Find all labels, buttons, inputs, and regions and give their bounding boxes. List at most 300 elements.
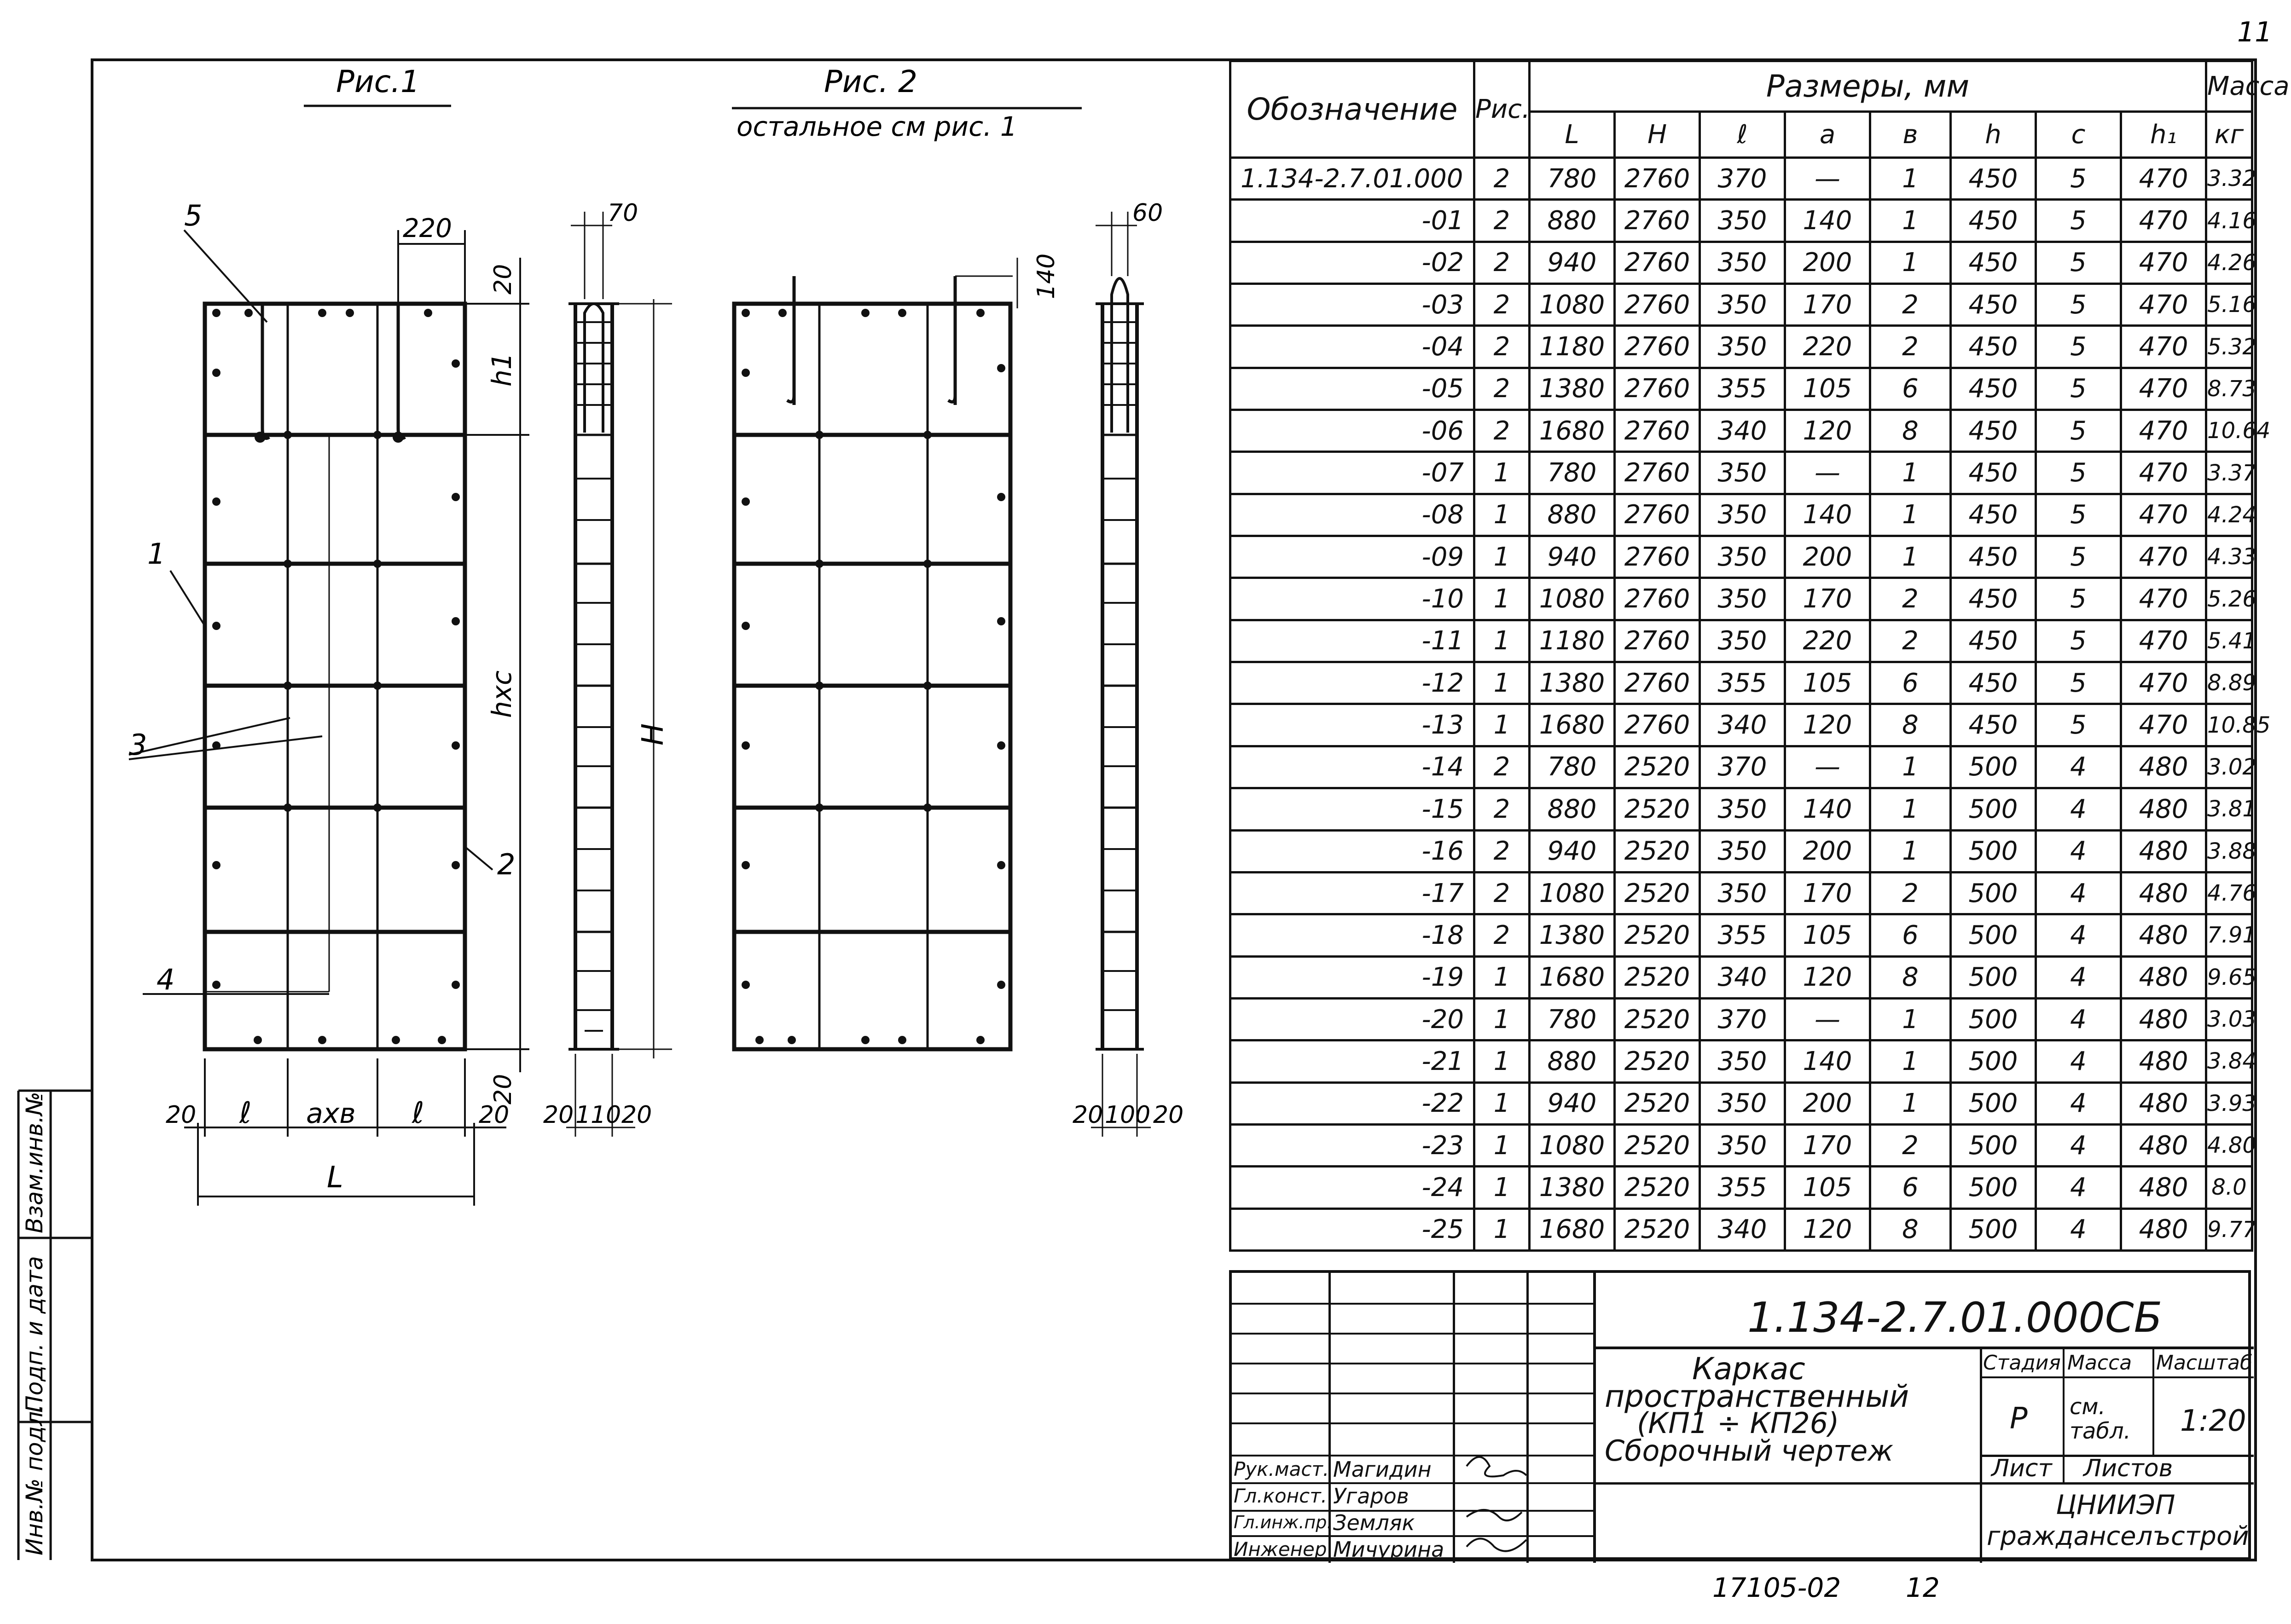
table-row (1230, 788, 2252, 830)
row-cell: 1180 (1530, 326, 1615, 368)
row-cell: 3.03 (2206, 998, 2252, 1040)
row-designation: -04 (1230, 326, 1474, 368)
row-cell: 1 (1870, 998, 1951, 1040)
row-designation: -20 (1230, 998, 1474, 1040)
row-cell: 4.80 (2206, 1124, 2252, 1166)
dim-hxc: hxc (486, 670, 517, 718)
row-cell: 1 (1474, 1208, 1530, 1250)
row-cell: 9.77 (2206, 1208, 2252, 1250)
row-cell: 470 (2121, 536, 2206, 578)
fig2-frame (734, 258, 1017, 1049)
table-row (1230, 158, 2252, 200)
row-cell: 105 (1785, 368, 1870, 410)
row-designation: -22 (1230, 1082, 1474, 1124)
callout-4: 4 (157, 963, 175, 996)
row-cell: 450 (1951, 284, 2036, 326)
row-cell: 2760 (1615, 494, 1700, 536)
row-cell: 1 (1474, 956, 1530, 998)
row-cell: 480 (2121, 1082, 2206, 1124)
callout-3: 3 (129, 728, 147, 762)
row-cell: 140 (1785, 788, 1870, 830)
row-cell: 500 (1951, 914, 2036, 956)
row-cell: 480 (2121, 956, 2206, 998)
row-cell: 2520 (1615, 746, 1700, 788)
row-cell: 105 (1785, 914, 1870, 956)
sheets-label: Листов (2083, 1455, 2173, 1482)
dim-side1-c: 20 (621, 1101, 652, 1129)
row-cell: 350 (1700, 1082, 1785, 1124)
row-designation: -08 (1230, 494, 1474, 536)
row-cell: 2760 (1615, 410, 1700, 452)
row-cell: 1680 (1530, 956, 1615, 998)
row-cell: 2760 (1615, 368, 1700, 410)
side-view-2 (1091, 212, 1151, 1137)
row-cell: 350 (1700, 830, 1785, 872)
table-row (1230, 704, 2252, 746)
row-cell: 5 (2036, 326, 2121, 368)
row-cell: 1 (1474, 494, 1530, 536)
side-view-1 (566, 212, 672, 1137)
row-cell: 2760 (1615, 326, 1700, 368)
row-cell: 450 (1951, 662, 2036, 704)
fig1-frame (205, 304, 465, 1049)
row-designation: -24 (1230, 1167, 1474, 1208)
row-designation: -01 (1230, 200, 1474, 242)
row-cell: 350 (1700, 452, 1785, 494)
row-cell: — (1785, 452, 1870, 494)
row-cell: 2 (1474, 410, 1530, 452)
dim-20-right: 20 (479, 1101, 510, 1129)
row-cell: 450 (1951, 536, 2036, 578)
fig2-note: остальное см рис. 1 (737, 111, 1017, 142)
row-cell: 2760 (1615, 704, 1700, 746)
row-designation: 1.134-2.7.01.000 (1230, 158, 1474, 200)
row-cell: 6 (1870, 662, 1951, 704)
dim-140: 140 (1032, 253, 1060, 299)
dim-60: 60 (1132, 199, 1163, 227)
row-cell: 2520 (1615, 1082, 1700, 1124)
row-designation: -13 (1230, 704, 1474, 746)
row-cell: 370 (1700, 746, 1785, 788)
table-row (1230, 1040, 2252, 1082)
table-row (1230, 1208, 2252, 1250)
dim-20-bottom: 20 (489, 1074, 517, 1104)
row-cell: 220 (1785, 326, 1870, 368)
row-cell: 1 (1474, 704, 1530, 746)
col-designation: Обозначение (1230, 61, 1474, 158)
scale-value: 1:20 (2180, 1404, 2246, 1438)
row-cell: 1 (1474, 620, 1530, 662)
table-row (1230, 536, 2252, 578)
row-cell: 470 (2121, 662, 2206, 704)
row-cell: 4.76 (2206, 872, 2252, 914)
row-cell: 120 (1785, 704, 1870, 746)
org-line-2: гражданселъстрой (1987, 1521, 2249, 1551)
row-cell: 2 (1474, 284, 1530, 326)
row-cell: 4 (2036, 746, 2121, 788)
col-sizes: Размеры, мм (1530, 61, 2206, 112)
row-cell: 1380 (1530, 914, 1615, 956)
scale-label: Масштаб (2156, 1351, 2253, 1375)
row-cell: 500 (1951, 1124, 2036, 1166)
table-row (1230, 1082, 2252, 1124)
row-cell: 350 (1700, 242, 1785, 283)
dim-side2-c: 20 (1153, 1101, 1184, 1129)
row-cell: 2760 (1615, 200, 1700, 242)
dim-h1: h1 (486, 353, 517, 387)
fig2-title: Рис. 2 (824, 64, 917, 99)
row-cell: 350 (1700, 788, 1785, 830)
row-cell: 480 (2121, 788, 2206, 830)
row-cell: 105 (1785, 662, 1870, 704)
table-row (1230, 998, 2252, 1040)
row-cell: 5 (2036, 578, 2121, 620)
row-cell: 1 (1474, 1082, 1530, 1124)
row-cell: 5 (2036, 620, 2121, 662)
row-cell: 480 (2121, 1124, 2206, 1166)
row-cell: 1 (1474, 998, 1530, 1040)
row-cell: 200 (1785, 536, 1870, 578)
staff-role-2: Гл.конст. (1234, 1485, 1328, 1507)
row-cell: 470 (2121, 704, 2206, 746)
row-cell: 2760 (1615, 158, 1700, 200)
title-line-4: Сборочный чертеж (1605, 1434, 1894, 1468)
signatures (1457, 1448, 1531, 1563)
row-cell: 2760 (1615, 662, 1700, 704)
row-designation: -18 (1230, 914, 1474, 956)
row-cell: 1 (1474, 536, 1530, 578)
staff-name-4: Мичурина (1333, 1537, 1444, 1562)
title-line-1: Каркас (1692, 1351, 1805, 1387)
row-cell: 5 (2036, 242, 2121, 283)
row-cell: 470 (2121, 620, 2206, 662)
row-cell: 2520 (1615, 998, 1700, 1040)
row-cell: 3.02 (2206, 746, 2252, 788)
row-cell: 3.32 (2206, 158, 2252, 200)
row-cell: 500 (1951, 956, 2036, 998)
row-cell: 2760 (1615, 536, 1700, 578)
row-cell: 450 (1951, 368, 2036, 410)
row-cell: 220 (1785, 620, 1870, 662)
row-cell: 5 (2036, 494, 2121, 536)
row-cell: 200 (1785, 830, 1870, 872)
row-cell: 2 (1870, 1124, 1951, 1166)
dim-20-top: 20 (489, 264, 517, 295)
table-row (1230, 200, 2252, 242)
row-cell: 350 (1700, 326, 1785, 368)
row-cell: 500 (1951, 1208, 2036, 1250)
table-row (1230, 662, 2252, 704)
staff-role-3: Гл.инж.пр. (1234, 1512, 1333, 1532)
row-cell: 2520 (1615, 872, 1700, 914)
row-cell: 470 (2121, 284, 2206, 326)
callout-1: 1 (147, 537, 166, 571)
row-cell: 10.64 (2206, 410, 2252, 452)
row-cell: 500 (1951, 1040, 2036, 1082)
row-designation: -06 (1230, 410, 1474, 452)
row-cell: 340 (1700, 956, 1785, 998)
row-cell: 450 (1951, 242, 2036, 283)
dim-220: 220 (403, 214, 452, 243)
row-cell: 350 (1700, 872, 1785, 914)
row-cell: 500 (1951, 1082, 2036, 1124)
row-cell: 3.88 (2206, 830, 2252, 872)
row-cell: 480 (2121, 1040, 2206, 1082)
row-cell: 7.91 (2206, 914, 2252, 956)
row-cell: 780 (1530, 746, 1615, 788)
table-row (1230, 410, 2252, 452)
row-cell: 5 (2036, 704, 2121, 746)
row-cell: 480 (2121, 746, 2206, 788)
row-cell: 4 (2036, 956, 2121, 998)
row-cell: 4 (2036, 914, 2121, 956)
row-cell: 1680 (1530, 1208, 1615, 1250)
footer-code: 17105-02 (1712, 1572, 1841, 1603)
side-label-sign: Подп. и дата (21, 1256, 48, 1413)
row-cell: 3.37 (2206, 452, 2252, 494)
col-mass: Масса (2206, 61, 2252, 112)
row-cell: 8 (1870, 704, 1951, 746)
fig1-title: Рис.1 (336, 64, 420, 99)
row-cell: 2 (1474, 200, 1530, 242)
sheet-label: Лист (1991, 1455, 2052, 1482)
staff-name-2: Угаров (1333, 1484, 1409, 1508)
row-cell: — (1785, 158, 1870, 200)
row-cell: 4 (2036, 1208, 2121, 1250)
doc-code: 1.134-2.7.01.000СБ (1747, 1294, 2163, 1342)
row-cell: 3.81 (2206, 788, 2252, 830)
row-cell: 500 (1951, 788, 2036, 830)
row-cell: 2 (1870, 326, 1951, 368)
callout-5: 5 (184, 199, 203, 232)
row-cell: 1080 (1530, 284, 1615, 326)
col-L: L (1530, 112, 1615, 158)
table-row (1230, 1167, 2252, 1208)
row-cell: 940 (1530, 1082, 1615, 1124)
row-cell: 880 (1530, 1040, 1615, 1082)
row-cell: 1080 (1530, 578, 1615, 620)
row-cell: 500 (1951, 1167, 2036, 1208)
row-cell: 5 (2036, 368, 2121, 410)
row-cell: 8.73 (2206, 368, 2252, 410)
row-cell: 350 (1700, 620, 1785, 662)
row-cell: 2 (1870, 578, 1951, 620)
row-cell: 5 (2036, 452, 2121, 494)
row-cell: 8 (1870, 1208, 1951, 1250)
row-cell: 450 (1951, 578, 2036, 620)
row-cell: 500 (1951, 746, 2036, 788)
row-cell: 2 (1474, 158, 1530, 200)
row-cell: 470 (2121, 200, 2206, 242)
side-label-replace: Взам.инв.№ (21, 1092, 48, 1233)
row-cell: 1 (1870, 200, 1951, 242)
row-cell: 1 (1474, 1040, 1530, 1082)
row-cell: 2 (1474, 830, 1530, 872)
row-cell: 4.26 (2206, 242, 2252, 283)
row-cell: 780 (1530, 452, 1615, 494)
row-cell: 5.16 (2206, 284, 2252, 326)
row-cell: 450 (1951, 410, 2036, 452)
row-cell: 5.41 (2206, 620, 2252, 662)
row-cell: 5 (2036, 158, 2121, 200)
row-cell: 780 (1530, 158, 1615, 200)
row-cell: 1380 (1530, 1167, 1615, 1208)
row-designation: -14 (1230, 746, 1474, 788)
table-row (1230, 368, 2252, 410)
row-cell: 340 (1700, 1208, 1785, 1250)
row-cell: 1 (1474, 578, 1530, 620)
row-cell: 140 (1785, 200, 1870, 242)
title-line-2: пространственный (1605, 1379, 1909, 1414)
row-cell: 470 (2121, 368, 2206, 410)
row-cell: 500 (1951, 998, 2036, 1040)
row-cell: 4 (2036, 1040, 2121, 1082)
row-cell: 140 (1785, 1040, 1870, 1082)
row-cell: 2520 (1615, 914, 1700, 956)
row-cell: 480 (2121, 830, 2206, 872)
row-cell: 140 (1785, 494, 1870, 536)
row-cell: 480 (2121, 914, 2206, 956)
row-cell: 3.84 (2206, 1040, 2252, 1082)
row-cell: 2520 (1615, 830, 1700, 872)
row-cell: 2520 (1615, 1040, 1700, 1082)
row-cell: 350 (1700, 1124, 1785, 1166)
row-cell: 6 (1870, 1167, 1951, 1208)
stage-label: Стадия (1983, 1351, 2061, 1375)
table-row (1230, 494, 2252, 536)
row-cell: 4 (2036, 998, 2121, 1040)
row-cell: 2 (1474, 872, 1530, 914)
row-cell: 2760 (1615, 242, 1700, 283)
row-designation: -10 (1230, 578, 1474, 620)
row-cell: 940 (1530, 536, 1615, 578)
row-cell: 4.24 (2206, 494, 2252, 536)
row-cell: 4.33 (2206, 536, 2252, 578)
row-cell: 450 (1951, 200, 2036, 242)
footer-page: 12 (1906, 1572, 1940, 1603)
row-cell: 450 (1951, 326, 2036, 368)
row-cell: 1 (1870, 830, 1951, 872)
row-cell: 1 (1870, 746, 1951, 788)
dim-70: 70 (608, 199, 638, 227)
row-cell: 370 (1700, 158, 1785, 200)
row-cell: 8.0 (2206, 1167, 2252, 1208)
row-cell: 105 (1785, 1167, 1870, 1208)
row-cell: 170 (1785, 284, 1870, 326)
row-cell: 5 (2036, 662, 2121, 704)
row-cell: 5.32 (2206, 326, 2252, 368)
row-cell: 1 (1870, 242, 1951, 283)
row-cell: 2 (1870, 284, 1951, 326)
row-designation: -07 (1230, 452, 1474, 494)
row-cell: 1 (1870, 788, 1951, 830)
row-cell: 5 (2036, 200, 2121, 242)
row-cell: 350 (1700, 536, 1785, 578)
row-cell: 4 (2036, 830, 2121, 872)
row-cell: 1 (1474, 1124, 1530, 1166)
dim-side1-a: 20 (543, 1101, 574, 1129)
row-designation: -09 (1230, 536, 1474, 578)
row-cell: 5 (2036, 410, 2121, 452)
row-cell: 1680 (1530, 410, 1615, 452)
table-row (1230, 620, 2252, 662)
row-cell: 1 (1870, 158, 1951, 200)
spec-body (1230, 158, 2271, 1251)
table-row (1230, 956, 2252, 998)
dim-side2-a: 20 (1073, 1101, 1103, 1129)
row-cell: 2 (1474, 326, 1530, 368)
row-cell: 8 (1870, 956, 1951, 998)
row-cell: 480 (2121, 1167, 2206, 1208)
row-designation: -21 (1230, 1040, 1474, 1082)
row-cell: 6 (1870, 914, 1951, 956)
row-cell: 1 (1870, 536, 1951, 578)
row-cell: 470 (2121, 452, 2206, 494)
col-a: a (1785, 112, 1870, 158)
col-l: ℓ (1700, 112, 1785, 158)
col-kg: кг (2206, 112, 2252, 158)
row-cell: 2760 (1615, 284, 1700, 326)
row-designation: -16 (1230, 830, 1474, 872)
row-cell: 8.89 (2206, 662, 2252, 704)
table-row (1230, 284, 2252, 326)
row-cell: 4 (2036, 1082, 2121, 1124)
table-row (1230, 326, 2252, 368)
row-cell: 340 (1700, 704, 1785, 746)
row-cell: 470 (2121, 158, 2206, 200)
row-cell: 1180 (1530, 620, 1615, 662)
row-cell: 4 (2036, 788, 2121, 830)
row-cell: 2520 (1615, 956, 1700, 998)
row-cell: 2760 (1615, 452, 1700, 494)
title-block (1229, 1270, 2251, 1560)
org-line-1: ЦНИИЭП (2056, 1489, 2175, 1520)
row-cell: 450 (1951, 620, 2036, 662)
dim-axb: axв (306, 1098, 356, 1130)
row-cell: 170 (1785, 578, 1870, 620)
col-b: в (1870, 112, 1951, 158)
row-designation: -11 (1230, 620, 1474, 662)
staff-role-1: Рук.маст. (1234, 1458, 1329, 1480)
row-cell: 170 (1785, 1124, 1870, 1166)
row-designation: -03 (1230, 284, 1474, 326)
row-cell: 340 (1700, 410, 1785, 452)
row-cell: 1680 (1530, 704, 1615, 746)
col-h: h (1951, 112, 2036, 158)
row-cell: 350 (1700, 284, 1785, 326)
row-cell: 2 (1870, 620, 1951, 662)
row-cell: 8 (1870, 410, 1951, 452)
table-row (1230, 578, 2252, 620)
dim-H: H (636, 723, 670, 746)
row-cell: 1 (1870, 452, 1951, 494)
table-row (1230, 830, 2252, 872)
row-cell: 1 (1870, 494, 1951, 536)
row-cell: 1 (1474, 1167, 1530, 1208)
staff-name-1: Магидин (1333, 1457, 1432, 1482)
row-cell: 10.85 (2206, 704, 2252, 746)
row-cell: 2520 (1615, 1167, 1700, 1208)
row-designation: -05 (1230, 368, 1474, 410)
row-cell: 450 (1951, 452, 2036, 494)
table-row (1230, 914, 2252, 956)
row-designation: -17 (1230, 872, 1474, 914)
table-row (1230, 1124, 2252, 1166)
callout-2: 2 (497, 848, 516, 881)
row-cell: 470 (2121, 410, 2206, 452)
row-cell: 940 (1530, 830, 1615, 872)
title-line-3: (КП1 ÷ КП26) (1637, 1406, 1839, 1440)
